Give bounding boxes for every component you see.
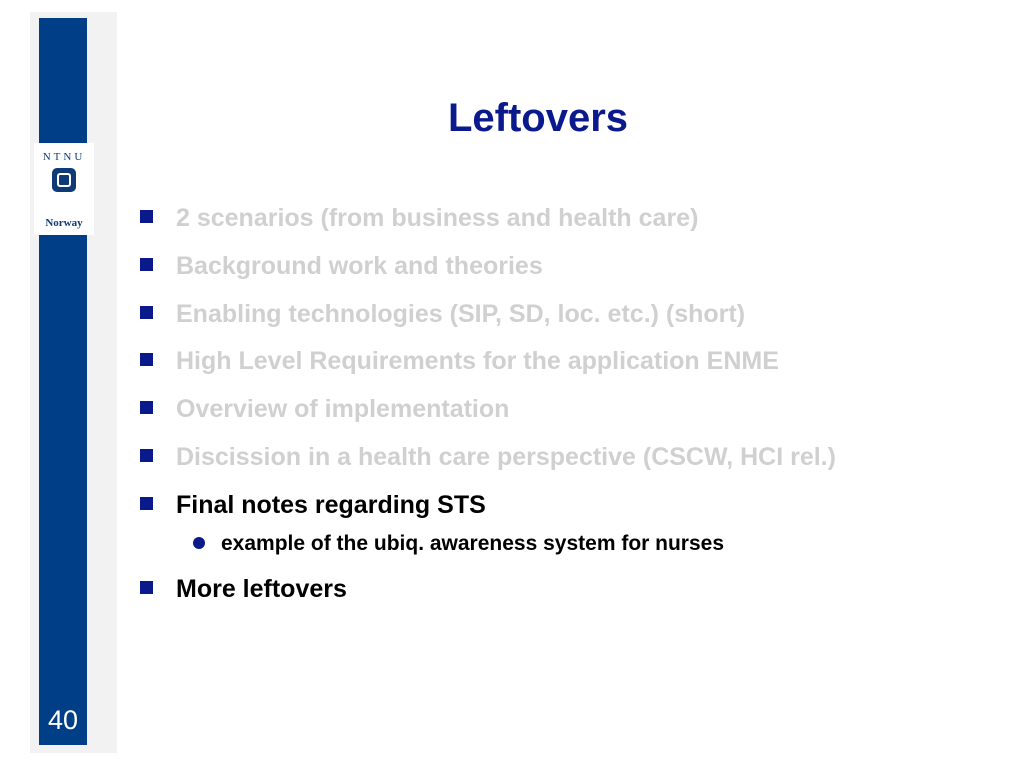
bullet-label: Enabling technologies (SIP, SD, loc. etc.) (short) [176, 300, 746, 328]
square-bullet-icon [140, 210, 153, 223]
page-number: 40 [47, 705, 79, 735]
square-bullet-icon [140, 353, 153, 366]
bullet-item [140, 443, 836, 472]
square-bullet-icon [140, 449, 153, 462]
square-bullet-icon [140, 497, 153, 510]
square-bullet-icon [140, 581, 153, 594]
ntnu-logo [34, 143, 94, 235]
bullet-item [140, 252, 543, 281]
square-bullet-icon [140, 306, 153, 319]
bullet-label: Final notes regarding STS [176, 491, 486, 519]
logo-emblem-icon [52, 168, 76, 192]
square-bullet-icon [140, 401, 153, 414]
bullet-label: Discission in a health care perspective (CSCW, HCI rel.) [176, 443, 836, 471]
bullet-item [140, 347, 779, 376]
sub-bullet-item [193, 532, 724, 556]
slide-title: Leftovers [447, 96, 629, 140]
logo-bottom-text: Norway [45, 217, 83, 229]
bullet-label: More leftovers [176, 575, 347, 603]
bullet-label: Background work and theories [176, 252, 543, 280]
square-bullet-icon [140, 258, 153, 271]
logo-top-text: NTNU [42, 151, 86, 163]
bullet-item [140, 575, 347, 604]
bullet-item [140, 204, 698, 233]
bullet-item [140, 395, 509, 424]
round-bullet-icon [193, 537, 205, 549]
bullet-label: 2 scenarios (from business and health care) [176, 204, 699, 232]
bullet-item [140, 491, 486, 520]
bullet-label: High Level Requirements for the application ENME [176, 347, 779, 375]
bullet-item [140, 300, 745, 329]
bullet-label: Overview of implementation [176, 395, 510, 423]
sub-bullet-label: example of the ubiq. awareness system for nurses [221, 532, 725, 555]
